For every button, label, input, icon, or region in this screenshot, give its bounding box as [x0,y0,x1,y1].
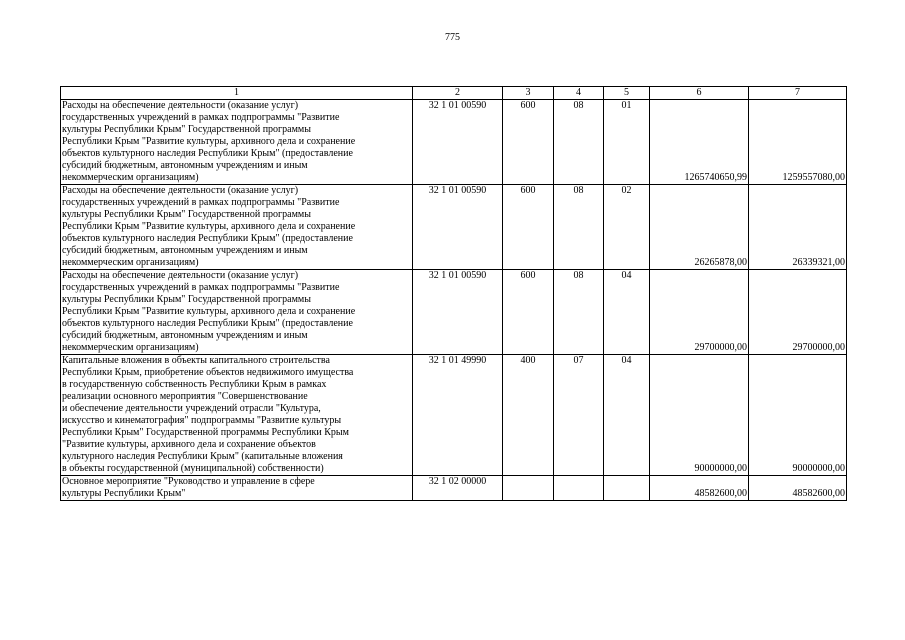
row-subsection [604,476,650,501]
row-amount-2: 48582600,00 [749,476,847,501]
table-row [61,100,847,185]
row-amount-1: 48582600,00 [650,476,749,501]
row-description: Расходы на обеспечение деятельности (оказание услуг) государственных учреждений в рамках подпрограммы "Развитие культуры Республики Крым" Государственной программы Республики Крым "Развитие культуры, архивного дела и сохранение объектов культурного наследия Республики Крым" (предоставление субсидий бюджетным, автономным учреждениям и иным некоммерческим организациям) [61,185,413,270]
col-header-6: 6 [650,87,749,100]
col-header-2: 2 [413,87,503,100]
header-row [61,87,847,100]
row-amount-1: 1265740650,99 [650,100,749,185]
row-description: Расходы на обеспечение деятельности (оказание услуг) государственных учреждений в рамках подпрограммы "Развитие культуры Республики Крым" Государственной программы Республики Крым "Развитие культуры, архивного дела и сохранение объектов культурного наследия Республики Крым" (предоставление субсидий бюджетным, автономным учреждениям и иным некоммерческим организациям) [61,100,413,185]
row-target-code: 32 1 01 00590 [413,185,503,270]
col-header-7: 7 [749,87,847,100]
row-amount-2: 26339321,00 [749,185,847,270]
row-expense-type: 600 [503,100,554,185]
row-target-code: 32 1 02 00000 [413,476,503,501]
row-subsection: 01 [604,100,650,185]
row-description: Расходы на обеспечение деятельности (оказание услуг) государственных учреждений в рамках подпрограммы "Развитие культуры Республики Крым" Государственной программы Республики Крым "Развитие культуры, архивного дела и сохранение объектов культурного наследия Республики Крым" (предоставление субсидий бюджетным, автономным учреждениям и иным некоммерческим организациям) [61,270,413,355]
col-header-3: 3 [503,87,554,100]
row-description: Основное мероприятие "Руководство и управление в сфере культуры Республики Крым" [61,476,413,501]
row-expense-type [503,476,554,501]
row-description: Капитальные вложения в объекты капитального строительства Республики Крым, приобретение объектов недвижимого имущества в государственную собственность Республики Крым в рамках реализации основного мероприятия "Совершенствование и обеспечение деятельности учреждений отрасли "Культура, искусство и кинематография" подпрограммы "Развитие культуры Республики Крым" Государственной программы Республики Крым "Развитие культуры, архивного дела и сохранение объектов культурного наследия Республики Крым" (капитальные вложения в объекты государственной (муниципальной) собственности) [61,355,413,476]
row-amount-1: 26265878,00 [650,185,749,270]
row-amount-1: 29700000,00 [650,270,749,355]
row-target-code: 32 1 01 00590 [413,100,503,185]
row-subsection: 04 [604,355,650,476]
row-expense-type: 600 [503,270,554,355]
row-expense-type: 400 [503,355,554,476]
col-header-1: 1 [61,87,413,100]
row-section: 07 [554,355,604,476]
row-section: 08 [554,100,604,185]
row-section [554,476,604,501]
budget-table [60,86,847,501]
table-row [61,355,847,476]
row-target-code: 32 1 01 49990 [413,355,503,476]
table-row [61,270,847,355]
col-header-5: 5 [604,87,650,100]
row-section: 08 [554,185,604,270]
row-amount-2: 29700000,00 [749,270,847,355]
page-number: 775 [445,32,460,43]
table-row [61,476,847,501]
row-subsection: 02 [604,185,650,270]
row-amount-2: 90000000,00 [749,355,847,476]
row-subsection: 04 [604,270,650,355]
row-amount-1: 90000000,00 [650,355,749,476]
row-amount-2: 1259557080,00 [749,100,847,185]
row-target-code: 32 1 01 00590 [413,270,503,355]
row-section: 08 [554,270,604,355]
row-expense-type: 600 [503,185,554,270]
table-row [61,185,847,270]
col-header-4: 4 [554,87,604,100]
